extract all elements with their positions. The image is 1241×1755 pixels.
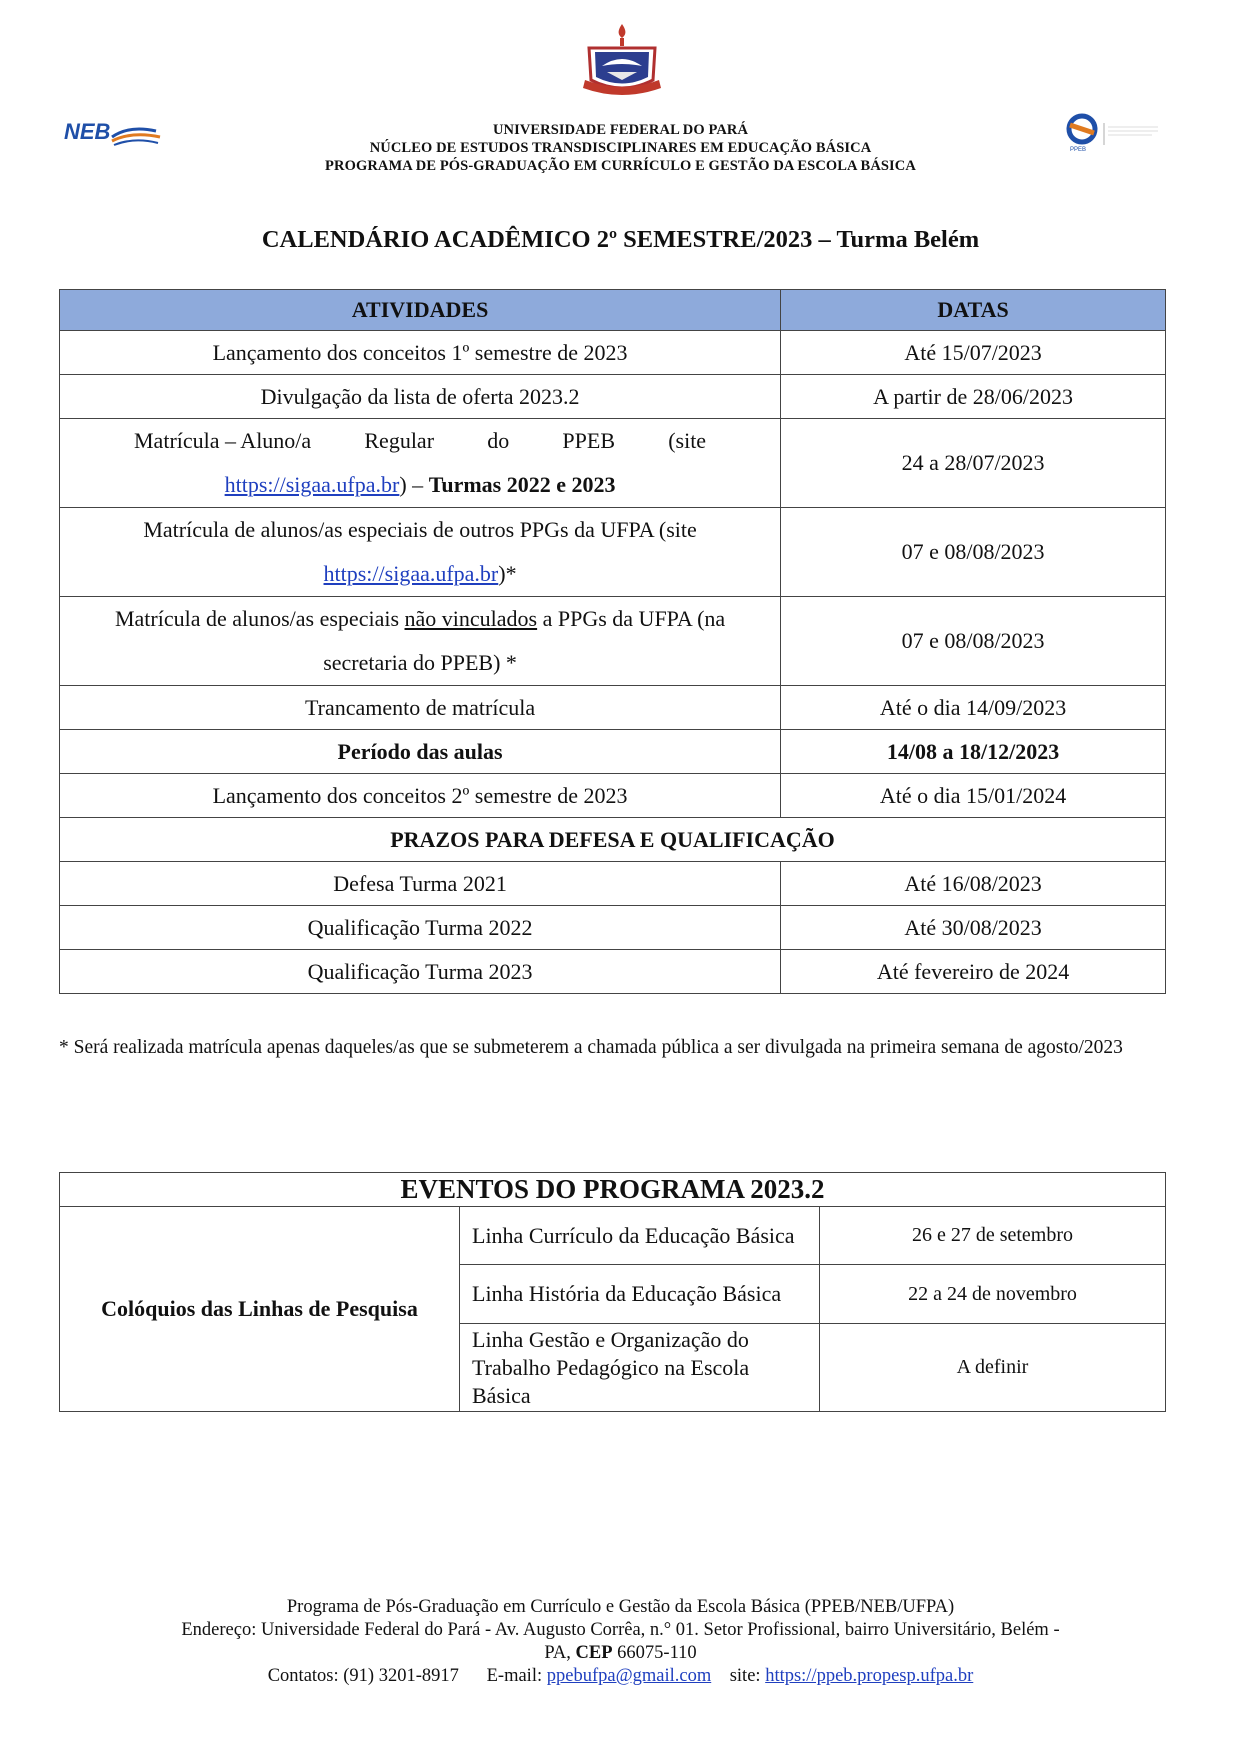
footer-program: Programa de Pós-Graduação em Currículo e Gestão da Escola Básica (PPEB/NEB/UFPA) (286, 1597, 955, 1617)
date-cell: A partir de 28/06/2023 (781, 375, 1166, 419)
table-row (60, 862, 1166, 906)
footer-text: PA, (544, 1643, 576, 1663)
table-row (60, 375, 1166, 419)
table-row (60, 730, 1166, 774)
date-cell: Até o dia 14/09/2023 (781, 686, 1166, 730)
header-nucleo: NÚCLEO DE ESTUDOS TRANSDISCIPLINARES EM EDUCAÇÃO BÁSICA (369, 140, 872, 156)
table-row (60, 774, 1166, 818)
activity-cell: Divulgação da lista de oferta 2023.2 (60, 375, 781, 419)
table-row (60, 686, 1166, 730)
activity-text: secretaria do PPEB) * (323, 650, 517, 675)
footer-email-label: E-mail: (486, 1666, 547, 1686)
activity-bold-text: Turmas 2022 e 2023 (428, 472, 616, 497)
activity-cell (60, 419, 781, 508)
activity-text: do (487, 428, 510, 453)
header-program: PROGRAMA DE PÓS-GRADUAÇÃO EM CURRÍCULO E GESTÃO DA ESCOLA BÁSICA (325, 158, 916, 174)
calendar-table (59, 289, 1166, 994)
table-row (60, 597, 1166, 686)
activity-cell: Defesa Turma 2021 (60, 862, 781, 906)
column-header-activities: ATIVIDADES (60, 290, 781, 331)
table-row (60, 906, 1166, 950)
footnote: * Será realizada matrícula apenas daqueles/as que se submeterem a chamada pública a ser divulgada na primeira semana de agosto/2023 (59, 1037, 1123, 1058)
activity-cell: Lançamento dos conceitos 1º semestre de 2023 (60, 331, 781, 375)
activity-text: ) – (399, 472, 429, 497)
activity-text: PPEB (562, 428, 615, 453)
event-date-cell: 22 a 24 de novembro (820, 1265, 1166, 1324)
svg-text:NEB: NEB (64, 119, 111, 144)
research-line-cell: Linha Currículo da Educação Básica (460, 1207, 820, 1265)
date-cell: 14/08 a 18/12/2023 (781, 730, 1166, 774)
deadlines-section-header: PRAZOS PARA DEFESA E QUALIFICAÇÃO (60, 818, 1166, 862)
activity-text: Regular (364, 428, 435, 453)
sigaa-link[interactable]: https://sigaa.ufpa.br (323, 561, 499, 586)
footer-cep (0, 1643, 1241, 1664)
date-cell: Até 16/08/2023 (781, 862, 1166, 906)
table-row (60, 950, 1166, 994)
footer-text: 66075-110 (612, 1643, 697, 1663)
date-cell: Até fevereiro de 2024 (781, 950, 1166, 994)
table-header-row (60, 290, 1166, 331)
event-date-cell: 26 e 27 de setembro (820, 1207, 1166, 1265)
activity-text: a PPGs da UFPA (na (537, 606, 726, 631)
footer-cep-label: CEP (575, 1643, 613, 1663)
colloquium-group-cell: Colóquios das Linhas de Pesquisa (60, 1207, 460, 1412)
activity-cell: Período das aulas (60, 730, 781, 774)
research-line-cell: Linha História da Educação Básica (460, 1265, 820, 1324)
column-header-dates: DATAS (781, 290, 1166, 331)
activity-cell: Qualificação Turma 2022 (60, 906, 781, 950)
activity-text: )* (498, 561, 517, 586)
header-university: UNIVERSIDADE FEDERAL DO PARÁ (492, 122, 749, 138)
footer-address: Endereço: Universidade Federal do Pará - Av. Augusto Corrêa, n.° 01. Setor Profissional, bairro Universitário, Belém - (181, 1620, 1060, 1640)
footer-site-label: site: (729, 1666, 766, 1686)
date-cell: Até 30/08/2023 (781, 906, 1166, 950)
activity-text: Matrícula de alunos/as especiais de outros PPGs da UFPA (site (143, 517, 697, 542)
activity-text: Matrícula de alunos/as especiais (114, 606, 405, 631)
activity-cell (60, 508, 781, 597)
date-cell: 24 a 28/07/2023 (781, 419, 1166, 508)
table-row (60, 508, 1166, 597)
activity-underlined-text: não vinculados (404, 606, 538, 631)
table-row (60, 1207, 1166, 1265)
table-row (60, 331, 1166, 375)
events-table (59, 1172, 1166, 1412)
svg-text:PPEB: PPEB (1070, 147, 1087, 153)
events-title: EVENTOS DO PROGRAMA 2023.2 (60, 1173, 1166, 1207)
date-cell: 07 e 08/08/2023 (781, 597, 1166, 686)
footer-contacts (0, 1666, 1241, 1687)
ufpa-crest-icon (577, 22, 667, 100)
activity-cell: Qualificação Turma 2023 (60, 950, 781, 994)
table-row (60, 419, 1166, 508)
activity-cell: Lançamento dos conceitos 2º semestre de 2023 (60, 774, 781, 818)
date-cell: 07 e 08/08/2023 (781, 508, 1166, 597)
activity-text: (site (668, 428, 707, 453)
research-line-cell: Linha Gestão e Organização do Trabalho Pedagógico na Escola Básica (460, 1324, 820, 1412)
page-title: CALENDÁRIO ACADÊMICO 2º SEMESTRE/2023 – Turma Belém (261, 226, 980, 253)
section-header-row (60, 818, 1166, 862)
activity-text: Matrícula – Aluno/a (134, 428, 312, 453)
events-title-row (60, 1173, 1166, 1207)
email-link[interactable]: ppebufpa@gmail.com (546, 1666, 712, 1686)
activity-cell: Trancamento de matrícula (60, 686, 781, 730)
date-cell: Até o dia 15/01/2024 (781, 774, 1166, 818)
footer-phone: Contatos: (91) 3201-8917 (267, 1666, 459, 1686)
date-cell: Até 15/07/2023 (781, 331, 1166, 375)
activity-cell (60, 597, 781, 686)
event-date-cell: A definir (820, 1324, 1166, 1412)
sigaa-link[interactable]: https://sigaa.ufpa.br (224, 472, 400, 497)
site-link[interactable]: https://ppeb.propesp.ufpa.br (765, 1666, 974, 1686)
